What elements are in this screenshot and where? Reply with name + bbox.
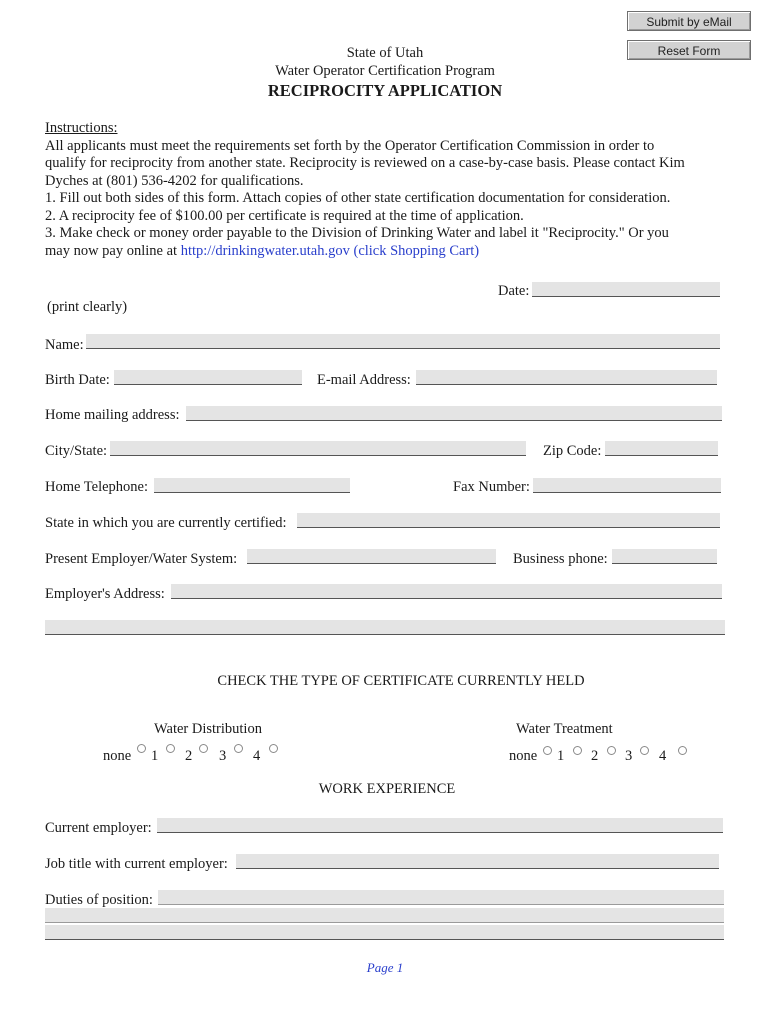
employer-field[interactable] xyxy=(247,549,496,564)
home-address-field[interactable] xyxy=(186,406,722,421)
duties-field-line1[interactable] xyxy=(158,890,724,905)
state-certified-label: State in which you are currently certified: xyxy=(45,515,287,531)
header-program: Water Operator Certification Program xyxy=(275,63,495,79)
treatment-label-3: 3 xyxy=(625,748,633,764)
treatment-radio-2[interactable] xyxy=(607,746,616,755)
reset-form-button[interactable]: Reset Form xyxy=(627,40,751,60)
distribution-radio-4[interactable] xyxy=(269,744,278,753)
duties-label: Duties of position: xyxy=(45,892,153,908)
payment-link[interactable]: http://drinkingwater.utah.gov (click Shopping Cart) xyxy=(180,242,480,259)
distribution-label-2: 2 xyxy=(185,748,193,764)
instructions-last-prefix: may now pay online at xyxy=(45,242,181,259)
treatment-label-2: 2 xyxy=(591,748,599,764)
instructions-heading: Instructions: xyxy=(45,120,118,136)
employer-address-line2-field[interactable] xyxy=(45,620,725,635)
instructions-line: Dyches at (801) 536-4202 for qualifications. xyxy=(45,172,304,189)
email-field[interactable] xyxy=(416,370,717,385)
instructions-line xyxy=(45,243,745,261)
fax-field[interactable] xyxy=(533,478,721,493)
instructions-line: 3. Make check or money order payable to the Division of Drinking Water and label it "Reciprocity." Or you xyxy=(45,225,669,241)
treatment-radio-4[interactable] xyxy=(678,746,687,755)
treatment-radio-3[interactable] xyxy=(640,746,649,755)
state-certified-field[interactable] xyxy=(297,513,720,528)
job-title-field[interactable] xyxy=(236,854,719,869)
employer-address-field[interactable] xyxy=(171,584,722,599)
certificate-heading: CHECK THE TYPE OF CERTIFICATE CURRENTLY HELD xyxy=(217,673,585,689)
header-state: State of Utah xyxy=(346,45,424,61)
page-number: Page 1 xyxy=(366,960,404,975)
distribution-label-none: none xyxy=(103,748,132,764)
home-phone-label: Home Telephone: xyxy=(45,479,149,495)
instructions-line: 2. A reciprocity fee of $100.00 per certificate is required at the time of application. xyxy=(45,207,524,224)
city-state-field[interactable] xyxy=(110,441,526,456)
treatment-label-1: 1 xyxy=(557,748,565,764)
distribution-label-3: 3 xyxy=(219,748,227,764)
instructions-line: 1. Fill out both sides of this form. Attach copies of other state certification documentation for consideration. xyxy=(45,190,671,206)
distribution-radio-none[interactable] xyxy=(137,744,146,753)
distribution-radio-1[interactable] xyxy=(166,744,175,753)
business-phone-label: Business phone: xyxy=(513,551,608,567)
distribution-radio-2[interactable] xyxy=(199,744,208,753)
distribution-label-1: 1 xyxy=(151,748,159,764)
employer-label: Present Employer/Water System: xyxy=(45,551,238,567)
duties-field-line2[interactable] xyxy=(45,908,724,923)
current-employer-label: Current employer: xyxy=(45,820,152,836)
distribution-title: Water Distribution xyxy=(154,721,262,737)
name-field[interactable] xyxy=(86,334,720,349)
birth-date-field[interactable] xyxy=(114,370,302,385)
distribution-label-4: 4 xyxy=(253,748,261,764)
email-label: E-mail Address: xyxy=(317,372,411,388)
page-title: RECIPROCITY APPLICATION xyxy=(267,81,503,100)
instructions-line: All applicants must meet the requirements set forth by the Operator Certification Commission in order to xyxy=(45,137,655,154)
date-label: Date: xyxy=(498,283,530,299)
fax-label: Fax Number: xyxy=(453,479,530,495)
employer-address-label: Employer's Address: xyxy=(45,586,165,602)
business-phone-field[interactable] xyxy=(612,549,717,564)
print-clearly-note: (print clearly) xyxy=(47,299,128,315)
treatment-label-4: 4 xyxy=(659,748,667,764)
treatment-radio-none[interactable] xyxy=(543,746,552,755)
home-phone-field[interactable] xyxy=(154,478,350,493)
job-title-label: Job title with current employer: xyxy=(45,856,228,872)
zip-field[interactable] xyxy=(605,441,718,456)
home-address-label: Home mailing address: xyxy=(45,407,180,423)
distribution-radio-3[interactable] xyxy=(234,744,243,753)
treatment-radio-1[interactable] xyxy=(573,746,582,755)
date-field[interactable] xyxy=(532,282,720,297)
instructions-line: qualify for reciprocity from another state. Reciprocity is reviewed on a case-by-case basis. Please contact Kim xyxy=(45,155,685,171)
treatment-title: Water Treatment xyxy=(516,721,613,737)
birth-date-label: Birth Date: xyxy=(45,372,110,388)
city-state-label: City/State: xyxy=(45,443,108,459)
instructions xyxy=(45,120,745,260)
zip-label: Zip Code: xyxy=(543,443,602,459)
duties-field-line3[interactable] xyxy=(45,925,724,940)
work-experience-heading: WORK EXPERIENCE xyxy=(318,781,456,797)
treatment-label-none: none xyxy=(509,748,538,764)
current-employer-field[interactable] xyxy=(157,818,723,833)
submit-by-email-button[interactable]: Submit by eMail xyxy=(627,11,751,31)
name-label: Name: xyxy=(45,337,84,353)
